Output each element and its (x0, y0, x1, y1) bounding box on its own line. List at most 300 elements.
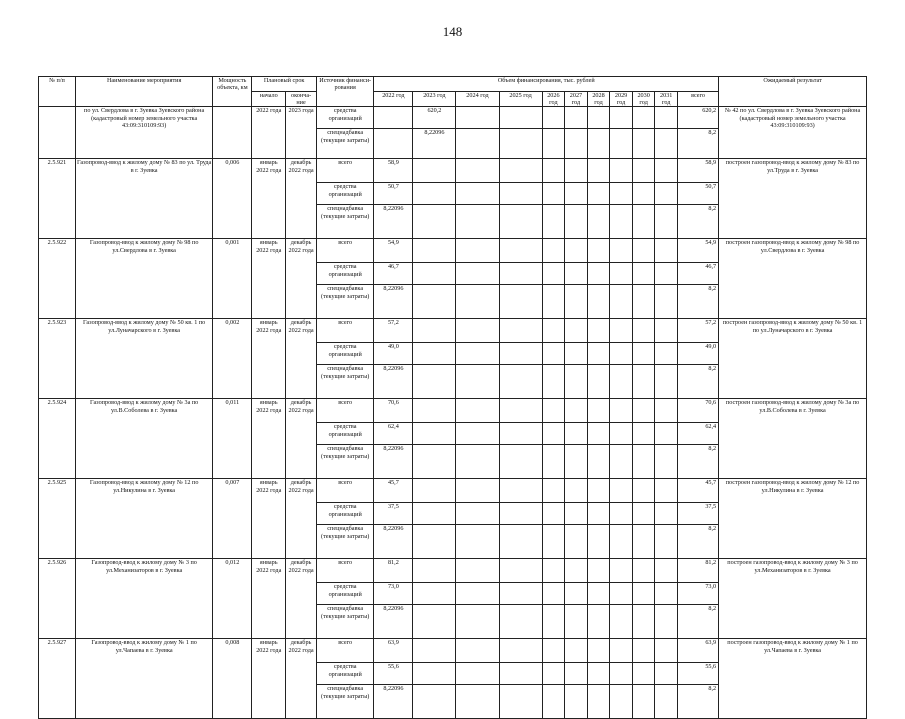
value-empty (542, 503, 565, 525)
header-year: 2031 год (655, 92, 678, 107)
value-empty (632, 479, 655, 503)
value-2023 (413, 525, 456, 559)
funding-source: всего (316, 159, 373, 183)
value-empty (456, 159, 499, 183)
item-capacity: 0,012 (213, 559, 252, 639)
header-result: Ожидаемый результат (719, 77, 867, 107)
value-total: 46,7 (677, 263, 718, 285)
header-year: 2022 год (374, 92, 413, 107)
value-empty (565, 445, 588, 479)
value-2023 (413, 559, 456, 583)
value-2022: 8,22096 (374, 685, 413, 719)
value-empty (565, 639, 588, 663)
value-empty (587, 285, 610, 319)
value-empty (499, 663, 542, 685)
value-empty (610, 205, 633, 239)
funding-source: спецнадбавка (текущие затраты) (316, 129, 373, 159)
item-name: Газопровод-ввод к жилому дому № 98 по ул.Свердлова в г. Зуевка (75, 239, 212, 319)
funding-source: средства организаций (316, 663, 373, 685)
value-empty (456, 343, 499, 365)
value-empty (565, 159, 588, 183)
value-empty (610, 639, 633, 663)
value-2023 (413, 445, 456, 479)
funding-source: спецнадбавка (текущие затраты) (316, 685, 373, 719)
item-result: построен газопровод-ввод к жилому дому № 12 по ул.Никулина в г. Зуевка (719, 479, 867, 559)
value-empty (655, 205, 678, 239)
value-empty (542, 559, 565, 583)
value-2023 (413, 263, 456, 285)
value-2023 (413, 605, 456, 639)
value-empty (456, 479, 499, 503)
value-total: 8,2 (677, 205, 718, 239)
header-year: 2028 год (587, 92, 610, 107)
funding-source: всего (316, 239, 373, 263)
value-empty (632, 263, 655, 285)
header-year: 2026 год (542, 92, 565, 107)
header-volume: Объем финансирования, тыс. рублей (374, 77, 719, 92)
value-empty (456, 399, 499, 423)
value-empty (655, 525, 678, 559)
funding-source: всего (316, 639, 373, 663)
value-empty (499, 503, 542, 525)
value-empty (565, 239, 588, 263)
value-empty (499, 343, 542, 365)
value-total: 81,2 (677, 559, 718, 583)
value-empty (655, 503, 678, 525)
funding-source: спецнадбавка (текущие затраты) (316, 605, 373, 639)
value-empty (632, 239, 655, 263)
funding-source: всего (316, 479, 373, 503)
value-empty (542, 479, 565, 503)
value-empty (542, 583, 565, 605)
value-empty (565, 107, 588, 129)
value-empty (610, 319, 633, 343)
value-empty (542, 685, 565, 719)
value-empty (632, 183, 655, 205)
value-empty (655, 285, 678, 319)
header-capacity: Мощность объекта, км (213, 77, 252, 107)
value-2022: 73,0 (374, 583, 413, 605)
value-2023 (413, 343, 456, 365)
funding-source: средства организаций (316, 423, 373, 445)
header-end: оконча-ние (286, 92, 317, 107)
value-empty (456, 559, 499, 583)
value-empty (565, 285, 588, 319)
table-row (39, 107, 867, 129)
value-empty (587, 583, 610, 605)
value-2022: 8,22096 (374, 605, 413, 639)
value-2023 (413, 205, 456, 239)
value-empty (565, 263, 588, 285)
item-result: построен газопровод-ввод к жилому дому № 1 по ул.Чапаева в г. Зуевка (719, 639, 867, 719)
value-empty (655, 239, 678, 263)
value-empty (587, 423, 610, 445)
value-empty (456, 263, 499, 285)
header-year: всего (677, 92, 718, 107)
item-start: январь 2022 года (252, 159, 286, 239)
value-empty (565, 319, 588, 343)
value-empty (542, 183, 565, 205)
value-total: 8,2 (677, 285, 718, 319)
value-empty (565, 559, 588, 583)
value-total: 57,2 (677, 319, 718, 343)
value-empty (565, 365, 588, 399)
value-2022: 49,0 (374, 343, 413, 365)
value-empty (632, 605, 655, 639)
value-2022: 46,7 (374, 263, 413, 285)
table-row (39, 479, 867, 503)
value-empty (632, 365, 655, 399)
value-empty (655, 583, 678, 605)
funding-source: спецнадбавка (текущие затраты) (316, 525, 373, 559)
value-2022: 8,22096 (374, 445, 413, 479)
value-empty (456, 107, 499, 129)
value-empty (456, 605, 499, 639)
value-empty (632, 685, 655, 719)
value-empty (610, 445, 633, 479)
value-2022 (374, 129, 413, 159)
item-number: 2.5.926 (39, 559, 76, 639)
header-source: Источник финанси-рования (316, 77, 373, 107)
item-end: декабрь 2022 года (286, 159, 317, 239)
value-total: 73,0 (677, 583, 718, 605)
value-empty (587, 503, 610, 525)
table-row (39, 159, 867, 183)
value-empty (499, 129, 542, 159)
funding-source: средства организаций (316, 503, 373, 525)
value-empty (610, 263, 633, 285)
item-result: № 42 по ул. Свердлова в г. Зуевка Зуевского района (кадастровый номер земельного участка 43:09:310109:93) (719, 107, 867, 159)
value-empty (655, 559, 678, 583)
funding-source: средства организаций (316, 107, 373, 129)
value-empty (499, 639, 542, 663)
value-empty (542, 605, 565, 639)
value-empty (499, 559, 542, 583)
value-empty (499, 605, 542, 639)
value-2023 (413, 423, 456, 445)
value-total: 8,2 (677, 525, 718, 559)
value-empty (632, 663, 655, 685)
value-empty (632, 159, 655, 183)
value-empty (565, 525, 588, 559)
value-2022: 8,22096 (374, 205, 413, 239)
value-empty (632, 525, 655, 559)
value-2022: 8,22096 (374, 365, 413, 399)
item-end: декабрь 2022 года (286, 319, 317, 399)
value-empty (587, 159, 610, 183)
item-capacity: 0,011 (213, 399, 252, 479)
page-number: 148 (442, 24, 463, 39)
value-empty (632, 583, 655, 605)
item-capacity: 0,001 (213, 239, 252, 319)
value-empty (565, 343, 588, 365)
item-end: декабрь 2022 года (286, 559, 317, 639)
value-empty (456, 503, 499, 525)
value-empty (632, 559, 655, 583)
header-year: 2024 год (456, 92, 499, 107)
value-empty (565, 663, 588, 685)
item-end: декабрь 2022 года (286, 239, 317, 319)
value-empty (565, 503, 588, 525)
value-empty (587, 685, 610, 719)
value-empty (587, 319, 610, 343)
value-empty (610, 285, 633, 319)
funding-source: средства организаций (316, 263, 373, 285)
value-2023 (413, 663, 456, 685)
value-empty (499, 239, 542, 263)
item-name: Газопровод-ввод к жилому дому № 3 по ул.Механизаторов в г. Зуевка (75, 559, 212, 639)
value-empty (542, 263, 565, 285)
value-empty (565, 399, 588, 423)
value-empty (587, 183, 610, 205)
value-empty (610, 129, 633, 159)
value-total: 8,2 (677, 605, 718, 639)
item-number: 2.5.924 (39, 399, 76, 479)
value-empty (565, 605, 588, 639)
value-empty (587, 559, 610, 583)
item-number (39, 107, 76, 159)
value-empty (632, 107, 655, 129)
table-row (39, 639, 867, 663)
value-empty (632, 129, 655, 159)
value-2023 (413, 639, 456, 663)
value-empty (542, 205, 565, 239)
value-2022: 55,6 (374, 663, 413, 685)
item-result: построен газопровод-ввод к жилому дому № 50 кв. 1 по ул.Луначарского в г. Зуевка (719, 319, 867, 399)
value-empty (542, 107, 565, 129)
value-empty (499, 205, 542, 239)
value-empty (456, 319, 499, 343)
table-row (39, 239, 867, 263)
value-2023: 8,22096 (413, 129, 456, 159)
value-2022: 63,9 (374, 639, 413, 663)
funding-source: средства организаций (316, 343, 373, 365)
funding-source: всего (316, 399, 373, 423)
item-number: 2.5.921 (39, 159, 76, 239)
item-end: декабрь 2022 года (286, 479, 317, 559)
value-2023 (413, 503, 456, 525)
item-end: 2023 года (286, 107, 317, 159)
value-empty (565, 205, 588, 239)
value-empty (655, 605, 678, 639)
value-empty (456, 285, 499, 319)
funding-source: спецнадбавка (текущие затраты) (316, 445, 373, 479)
item-capacity: 0,008 (213, 639, 252, 719)
value-2022: 57,2 (374, 319, 413, 343)
value-empty (456, 445, 499, 479)
item-name: Газопровод-ввод к жилому дому № 83 по ул. Труда в г. Зуевка (75, 159, 212, 239)
header-year: 2025 год (499, 92, 542, 107)
value-empty (587, 107, 610, 129)
item-capacity (213, 107, 252, 159)
value-total: 50,7 (677, 183, 718, 205)
value-2022 (374, 107, 413, 129)
value-empty (499, 399, 542, 423)
value-empty (610, 503, 633, 525)
value-empty (499, 183, 542, 205)
value-2022: 45,7 (374, 479, 413, 503)
value-empty (542, 285, 565, 319)
value-total: 8,2 (677, 445, 718, 479)
funding-source: средства организаций (316, 583, 373, 605)
item-start: январь 2022 года (252, 319, 286, 399)
item-name: Газопровод-ввод к жилому дому № 12 по ул.Никулина в г. Зуевка (75, 479, 212, 559)
item-start: январь 2022 года (252, 559, 286, 639)
value-total: 55,6 (677, 663, 718, 685)
value-empty (499, 423, 542, 445)
item-number: 2.5.927 (39, 639, 76, 719)
value-empty (456, 239, 499, 263)
item-result: построен газопровод-ввод к жилому дому № 98 по ул.Свердлова в г. Зуевка (719, 239, 867, 319)
value-empty (499, 445, 542, 479)
value-empty (610, 107, 633, 129)
value-empty (610, 399, 633, 423)
value-empty (587, 479, 610, 503)
value-empty (610, 423, 633, 445)
value-empty (655, 365, 678, 399)
header-num: № п/п (39, 77, 76, 107)
value-total: 8,2 (677, 365, 718, 399)
value-empty (565, 183, 588, 205)
item-name: Газопровод-ввод к жилому дому № 50 кв. 1 по ул.Луначарского в г. Зуевка (75, 319, 212, 399)
table-row (39, 399, 867, 423)
value-empty (542, 399, 565, 423)
item-result: построен газопровод-ввод к жилому дому № 3 по ул.Механизаторов в г. Зуевка (719, 559, 867, 639)
value-total: 620,2 (677, 107, 718, 129)
value-empty (632, 399, 655, 423)
table-row (39, 559, 867, 583)
value-2023 (413, 285, 456, 319)
value-empty (655, 183, 678, 205)
value-total: 8,2 (677, 129, 718, 159)
value-2023 (413, 319, 456, 343)
value-total: 70,6 (677, 399, 718, 423)
funding-source: спецнадбавка (текущие затраты) (316, 205, 373, 239)
value-empty (456, 583, 499, 605)
value-2022: 62,4 (374, 423, 413, 445)
value-empty (610, 663, 633, 685)
value-2022: 50,7 (374, 183, 413, 205)
item-number: 2.5.925 (39, 479, 76, 559)
item-end: декабрь 2022 года (286, 639, 317, 719)
value-empty (632, 423, 655, 445)
value-empty (499, 365, 542, 399)
value-empty (542, 445, 565, 479)
value-empty (565, 423, 588, 445)
value-empty (565, 479, 588, 503)
value-empty (499, 159, 542, 183)
value-empty (456, 663, 499, 685)
value-total: 54,9 (677, 239, 718, 263)
value-empty (655, 479, 678, 503)
value-empty (610, 365, 633, 399)
value-empty (499, 479, 542, 503)
item-start: январь 2022 года (252, 239, 286, 319)
value-2022: 70,6 (374, 399, 413, 423)
value-empty (542, 239, 565, 263)
value-2023 (413, 159, 456, 183)
header-name: Наименование мероприятия (75, 77, 212, 107)
value-empty (655, 107, 678, 129)
financing-table (38, 76, 867, 719)
value-empty (456, 423, 499, 445)
value-empty (610, 159, 633, 183)
value-empty (587, 605, 610, 639)
value-empty (587, 445, 610, 479)
item-number: 2.5.922 (39, 239, 76, 319)
value-empty (610, 239, 633, 263)
item-name: Газопровод-ввод к жилому дому № 3а по ул.В.Соболева в г. Зуевка (75, 399, 212, 479)
item-capacity: 0,007 (213, 479, 252, 559)
table-row (39, 319, 867, 343)
header-year: 2023 год (413, 92, 456, 107)
header-year: 2027 год (565, 92, 588, 107)
item-start: январь 2022 года (252, 479, 286, 559)
value-empty (456, 639, 499, 663)
value-empty (542, 343, 565, 365)
value-empty (565, 129, 588, 159)
header-year: 2029 год (610, 92, 633, 107)
value-empty (632, 285, 655, 319)
value-empty (456, 183, 499, 205)
value-empty (542, 639, 565, 663)
value-empty (542, 319, 565, 343)
value-total: 37,5 (677, 503, 718, 525)
value-2022: 8,22096 (374, 285, 413, 319)
value-empty (542, 525, 565, 559)
value-empty (655, 445, 678, 479)
value-empty (499, 107, 542, 129)
value-empty (655, 263, 678, 285)
value-empty (655, 129, 678, 159)
value-empty (587, 263, 610, 285)
value-empty (632, 445, 655, 479)
value-2022: 54,9 (374, 239, 413, 263)
value-empty (632, 319, 655, 343)
item-start: январь 2022 года (252, 399, 286, 479)
value-empty (610, 685, 633, 719)
value-empty (499, 263, 542, 285)
funding-source: всего (316, 319, 373, 343)
value-2023 (413, 399, 456, 423)
value-empty (456, 129, 499, 159)
value-empty (499, 583, 542, 605)
value-empty (610, 605, 633, 639)
value-2023 (413, 583, 456, 605)
value-2022: 58,9 (374, 159, 413, 183)
value-empty (456, 365, 499, 399)
value-empty (587, 663, 610, 685)
value-empty (587, 525, 610, 559)
value-empty (456, 685, 499, 719)
value-empty (587, 639, 610, 663)
header-row-1 (39, 77, 867, 92)
value-empty (542, 365, 565, 399)
value-total: 8,2 (677, 685, 718, 719)
value-empty (542, 663, 565, 685)
value-empty (655, 399, 678, 423)
value-empty (655, 343, 678, 365)
item-start: 2022 года (252, 107, 286, 159)
value-empty (610, 183, 633, 205)
value-empty (587, 365, 610, 399)
value-empty (587, 129, 610, 159)
value-2023: 620,2 (413, 107, 456, 129)
value-empty (565, 583, 588, 605)
value-empty (587, 239, 610, 263)
item-result: построен газопровод-ввод к жилому дому № 83 по ул.Труда в г. Зуевка (719, 159, 867, 239)
header-plan-term: Плановый срок (252, 77, 317, 92)
